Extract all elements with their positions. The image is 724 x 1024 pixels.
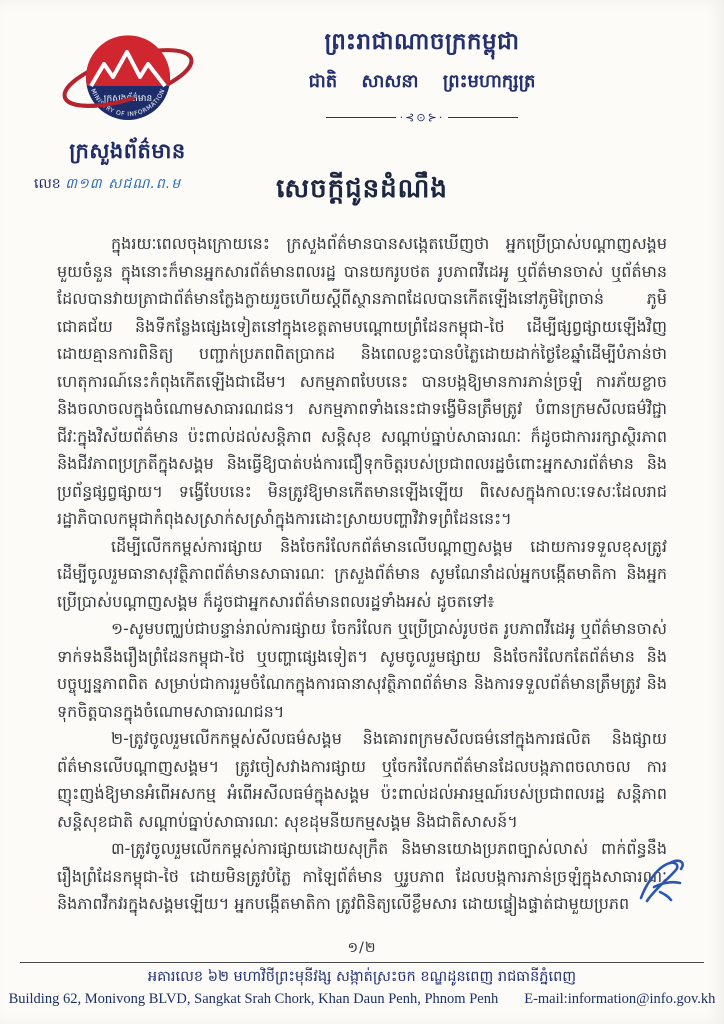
paragraph-intro: ក្នុងរយៈពេលចុងក្រោយនេះ ក្រសួងព័ត៌មានបានសង្កេតឃើញថា អ្នកប្រើប្រាស់បណ្តាញសង្គមមួយចំនួន ក្នុងនោះក៏មានអ្នកសារព័ត៌មានពលរដ្ឋ បានយករូបថត រូបភាពវីដេអូ ឬព័ត៌មានចាស់ ឬព័ត៌មានដែលបានវាយត្រាជាព័ត៌មានក្លែងក្លាយរួចហើយស្តីពីស្ថានភាពដែលបានកើតឡើងនៅភូមិព្រៃចាន់ ភូមិជោគជ័យ និងទីកន្លែងផ្សេងទៀតនៅក្នុងខេត្តតាមបណ្តោយព្រំដែនកម្ពុជា-ថៃ ដើម្បីផ្សព្វផ្សាយឡើងវិញ ដោយគ្មានការពិនិត្យ បញ្ជាក់ប្រភពពិតប្រាកដ និងពេលខ្លះបានបំភ្លៃដោយដាក់ថ្ងៃខែឆ្នាំដើម្បីបំភាន់ថាហេតុការណ៍នេះកំពុងកើតឡើងជាដើម។ សកម្មភាពបែបនេះ បានបង្កឱ្យមានការភាន់ច្រឡំ ការភ័យខ្លាច និងចលាចលក្នុងចំណោមសាធារណជន។ សកម្មភាពទាំងនេះជាទង្វើមិនត្រឹមត្រូវ បំពានក្រមសីលធម៌វិជ្ជាជីវៈក្នុងវិស័យព័ត៌មាន ប៉ះពាល់ដល់សន្តិភាព សន្តិសុខ សណ្តាប់ធ្នាប់សាធារណៈ ក៏ដូចជាការរក្សាស្ថិរភាព និងជីវភាពប្រក្រតីក្នុងសង្គម និងធ្វើឱ្យបាត់បង់ការជឿទុកចិត្តរបស់ប្រជាពលរដ្ឋចំពោះអ្នកសារព័ត៌មាន និងប្រព័ន្ធផ្សព្វផ្សាយ។ ទង្វើបែបនេះ មិនត្រូវឱ្យមានកើតមានឡើងឡើយ ពិសេសក្នុងកាលៈទេសៈដែលរាជរដ្ឋាភិបាលកម្ពុជាកំពុងសស្រាក់សស្រាំក្នុងការដោះស្រាយបញ្ហាវិវាទព្រំដែននេះ។ bbox=[57, 234, 667, 528]
footer-address-english-text: Building 62, Monivong BLVD, Sangkat Srah Chork, Khan Daun Penh, Phnom Penh bbox=[8, 991, 499, 1007]
document-number-value: ៣១៣ សជណ.ព.ម bbox=[65, 176, 182, 192]
document-body bbox=[57, 230, 667, 920]
kingdom-heading bbox=[120, 28, 724, 123]
footer-address-khmer: អគារលេខ ៦២ មហាវិថីព្រះមុនីវង្ស សង្កាត់ស្រះចក ខណ្ឌដូនពេញ រាជធានីភ្នំពេញ bbox=[147, 969, 577, 985]
divider-line-right bbox=[448, 117, 518, 118]
national-motto: ជាតិ សាសនា ព្រះមហាក្សត្រ bbox=[308, 71, 536, 92]
footer-email: E-mail:information@info.gov.kh bbox=[524, 991, 716, 1007]
paragraph-point-3: ៣-ត្រូវចូលរួមលើកកម្ពស់ការផ្សាយដោយសុក្រឹត និងមានយោងប្រភពច្បាស់លាស់ ពាក់ព័ន្ធនឹងរឿងព្រំដែនកម្ពុជា-ថៃ ដោយមិនត្រូវបំភ្លៃ កាឡៃព័ត៌មាន ឬរូបភាព ដែលបង្កការភាន់ច្រឡំក្នុងសាធារណៈ និងភាពវឹកវរក្នុងសង្គមឡើយ។ អ្នកបង្កើតមាតិកា ត្រូវពិនិត្យលើខ្លឹមសារ ដោយផ្ទៀងផ្ទាត់ជាមួយប្រភព bbox=[57, 839, 667, 913]
page-title: សេចក្តីជូនដំណឹង bbox=[276, 174, 448, 204]
seal-khmer-text: ក្រសួងព័ត៌មាន bbox=[103, 94, 152, 104]
footer-divider-line bbox=[20, 962, 704, 963]
header-divider bbox=[120, 112, 724, 123]
divider-line-left bbox=[326, 117, 396, 118]
paragraph-point-1: ១-សូមបញ្ឈប់ជាបន្ទាន់រាល់ការផ្សាយ ចែករំលែក ឬប្រើប្រាស់រូបថត រូបភាពវីដេអូ ឬព័ត៌មានចាស់ ទាក់ទងនឹងរឿងព្រំដែនកម្ពុជា-ថៃ ឬបញ្ហាផ្សេងទៀត។ សូមចូលរួមផ្សាយ និងចែករំលែកតែព័ត៌មាន និងបច្ចុប្បន្នភាពពិត សម្រាប់ជាការរួមចំណែកក្នុងការធានាសុវត្ថិភាពព័ត៌មាន និងការទទួលព័ត៌មានត្រឹមត្រូវ និងទុកចិត្តបានក្នុងចំណោមសាធារណជន។ bbox=[57, 619, 667, 721]
ministry-name-text: ក្រសួងព័ត៌មាន bbox=[69, 139, 186, 163]
footer-address-english bbox=[0, 991, 724, 1008]
kingdom-title: ព្រះរាជាណាចក្រកម្ពុជា bbox=[324, 29, 520, 55]
paragraph-point-2: ២-ត្រូវចូលរួមលើកកម្ពស់សីលធម៌សង្គម និងគោរពក្រមសីលធម៌នៅក្នុងការផលិត និងផ្សាយព័ត៌មានលើបណ្តាញសង្គម។ ត្រូវចៀសវាងការផ្សាយ ឬចែករំលែកព័ត៌មានដែលបង្កភាពចលាចល ការញុះញង់ឱ្យមានអំពើអសកម្ម អំពើអសីលធម៌ក្នុងសង្គម ប៉ះពាល់ដល់អារម្មណ៍របស់ប្រជាពលរដ្ឋ សន្តិភាព សន្តិសុខជាតិ សណ្តាប់ធ្នាប់សាធារណៈ សុខដុមនីយកម្មសង្គម និងជាតិសាសន៍។ bbox=[57, 729, 667, 831]
document-number-label: លេខ bbox=[34, 176, 61, 192]
divider-ornament-icon: ·⊰⊙⊱· bbox=[399, 111, 445, 124]
page-number: ១/២ bbox=[347, 940, 377, 956]
signature-initial-mark bbox=[634, 856, 690, 908]
paragraph-guidance-lead: ដើម្បីលើកកម្ពស់ការផ្សាយ និងចែករំលែកព័ត៌មានលើបណ្តាញសង្គម ដោយការទទួលខុសត្រូវ ដើម្បីចូលរួមធានាសុវត្ថិភាពព័ត៌មានសាធារណៈ ក្រសួងព័ត៌មាន សូមណែនាំដល់អ្នកបង្កើតមាតិកា និងអ្នកប្រើប្រាស់បណ្តាញសង្គម ក៏ដូចជាអ្នកសារព័ត៌មានពលរដ្ឋទាំងអស់ ដូចតទៅ៖ bbox=[57, 536, 667, 611]
seal-english-text: MINISTRY OF INFORMATION bbox=[88, 87, 167, 119]
